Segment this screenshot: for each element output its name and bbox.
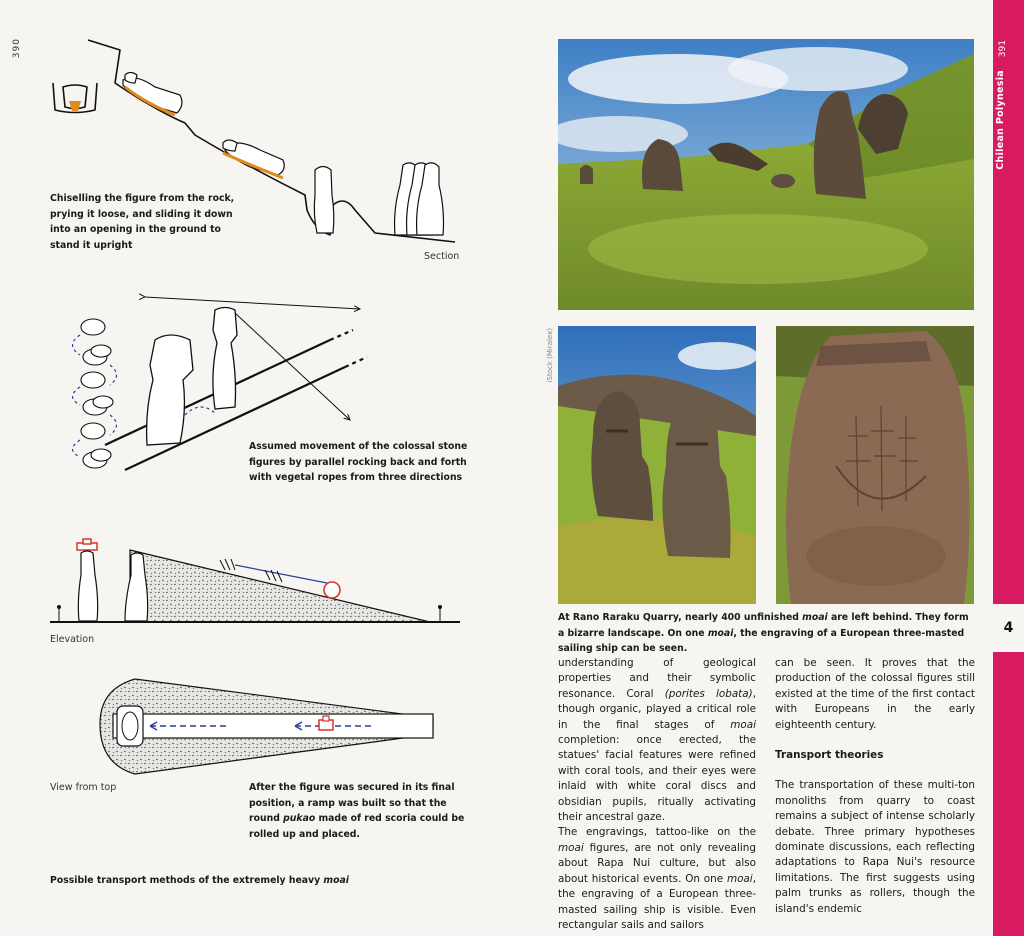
chapter-title: Chilean Polynesia xyxy=(995,70,1006,170)
chapter-number-tab[interactable]: 4 xyxy=(993,604,1024,652)
carving-caption: Chiselling the figure from the rock, prying it loose, and sliding it down into an opening in the ground to stand it upright xyxy=(50,193,235,251)
page-number-right: 391 xyxy=(998,40,1008,58)
body-column-1 xyxy=(558,656,756,933)
photo-credit: iStock (Miralex) xyxy=(546,328,554,383)
body-paragraph: The transportation of these multi-ton monoliths from quarry to coast remains a subject of intense scholarly debate. Three primary hypotheses dominate discussions, each reflecting adaptations to Rapa Nui's resource limitations. The first suggests using palm trunks as rollers, though the island's endemic xyxy=(775,779,975,915)
elevation-label: Elevation xyxy=(50,634,95,645)
figure-title: Possible transport methods of the extremely heavy moai xyxy=(50,875,349,886)
top-view-label: View from top xyxy=(50,782,117,793)
photo-caption: At Rano Raraku Quarry, nearly 400 unfinished moai are left behind. They form a bizarre landscape. On one moai, the engraving of a European three-masted sailing ship can be seen. xyxy=(558,612,969,654)
body-paragraph: can be seen. It proves that the production of the colossal figures still existed at the time of the first contact with Europeans in the early eighteenth century. xyxy=(775,657,975,731)
top-view-diagram xyxy=(95,674,440,779)
body-column-2 xyxy=(775,656,975,917)
section-heading: Transport theories xyxy=(775,749,884,762)
page-number-left: 390 xyxy=(12,38,22,59)
body-paragraph: understanding of geological properties and their symbolic resonance. Coral (porites lobata), though organic, played a critical role in the final stages of moai completion: once erected, the statues' facial features were refined with coral tools, and their eyes were inlaid with white coral discs and obsidian pupils, ritually activating their ancestral gaze. xyxy=(558,657,756,824)
body-paragraph: The engravings, tattoo-like on the moai figures, are not only revealing about Rapa Nui culture, but also about historical events. On one moai, the engraving of a European three-masted sailing ship is visible. Even rectangular sails and sailors xyxy=(558,826,756,931)
ramp-caption: After the figure was secured in its final position, a ramp was built so that the round pukao made of red scoria could be rolled up and placed. xyxy=(249,782,465,840)
section-label: Section xyxy=(424,251,460,262)
photo-rano-raraku-landscape xyxy=(558,39,974,310)
photo-ship-engraving-moai xyxy=(776,326,974,604)
photo-two-moai xyxy=(558,326,756,604)
rocking-caption: Assumed movement of the colossal stone figures by parallel rocking back and forth with vegetal ropes from three directions xyxy=(249,441,468,483)
elevation-ramp-diagram xyxy=(45,535,465,630)
